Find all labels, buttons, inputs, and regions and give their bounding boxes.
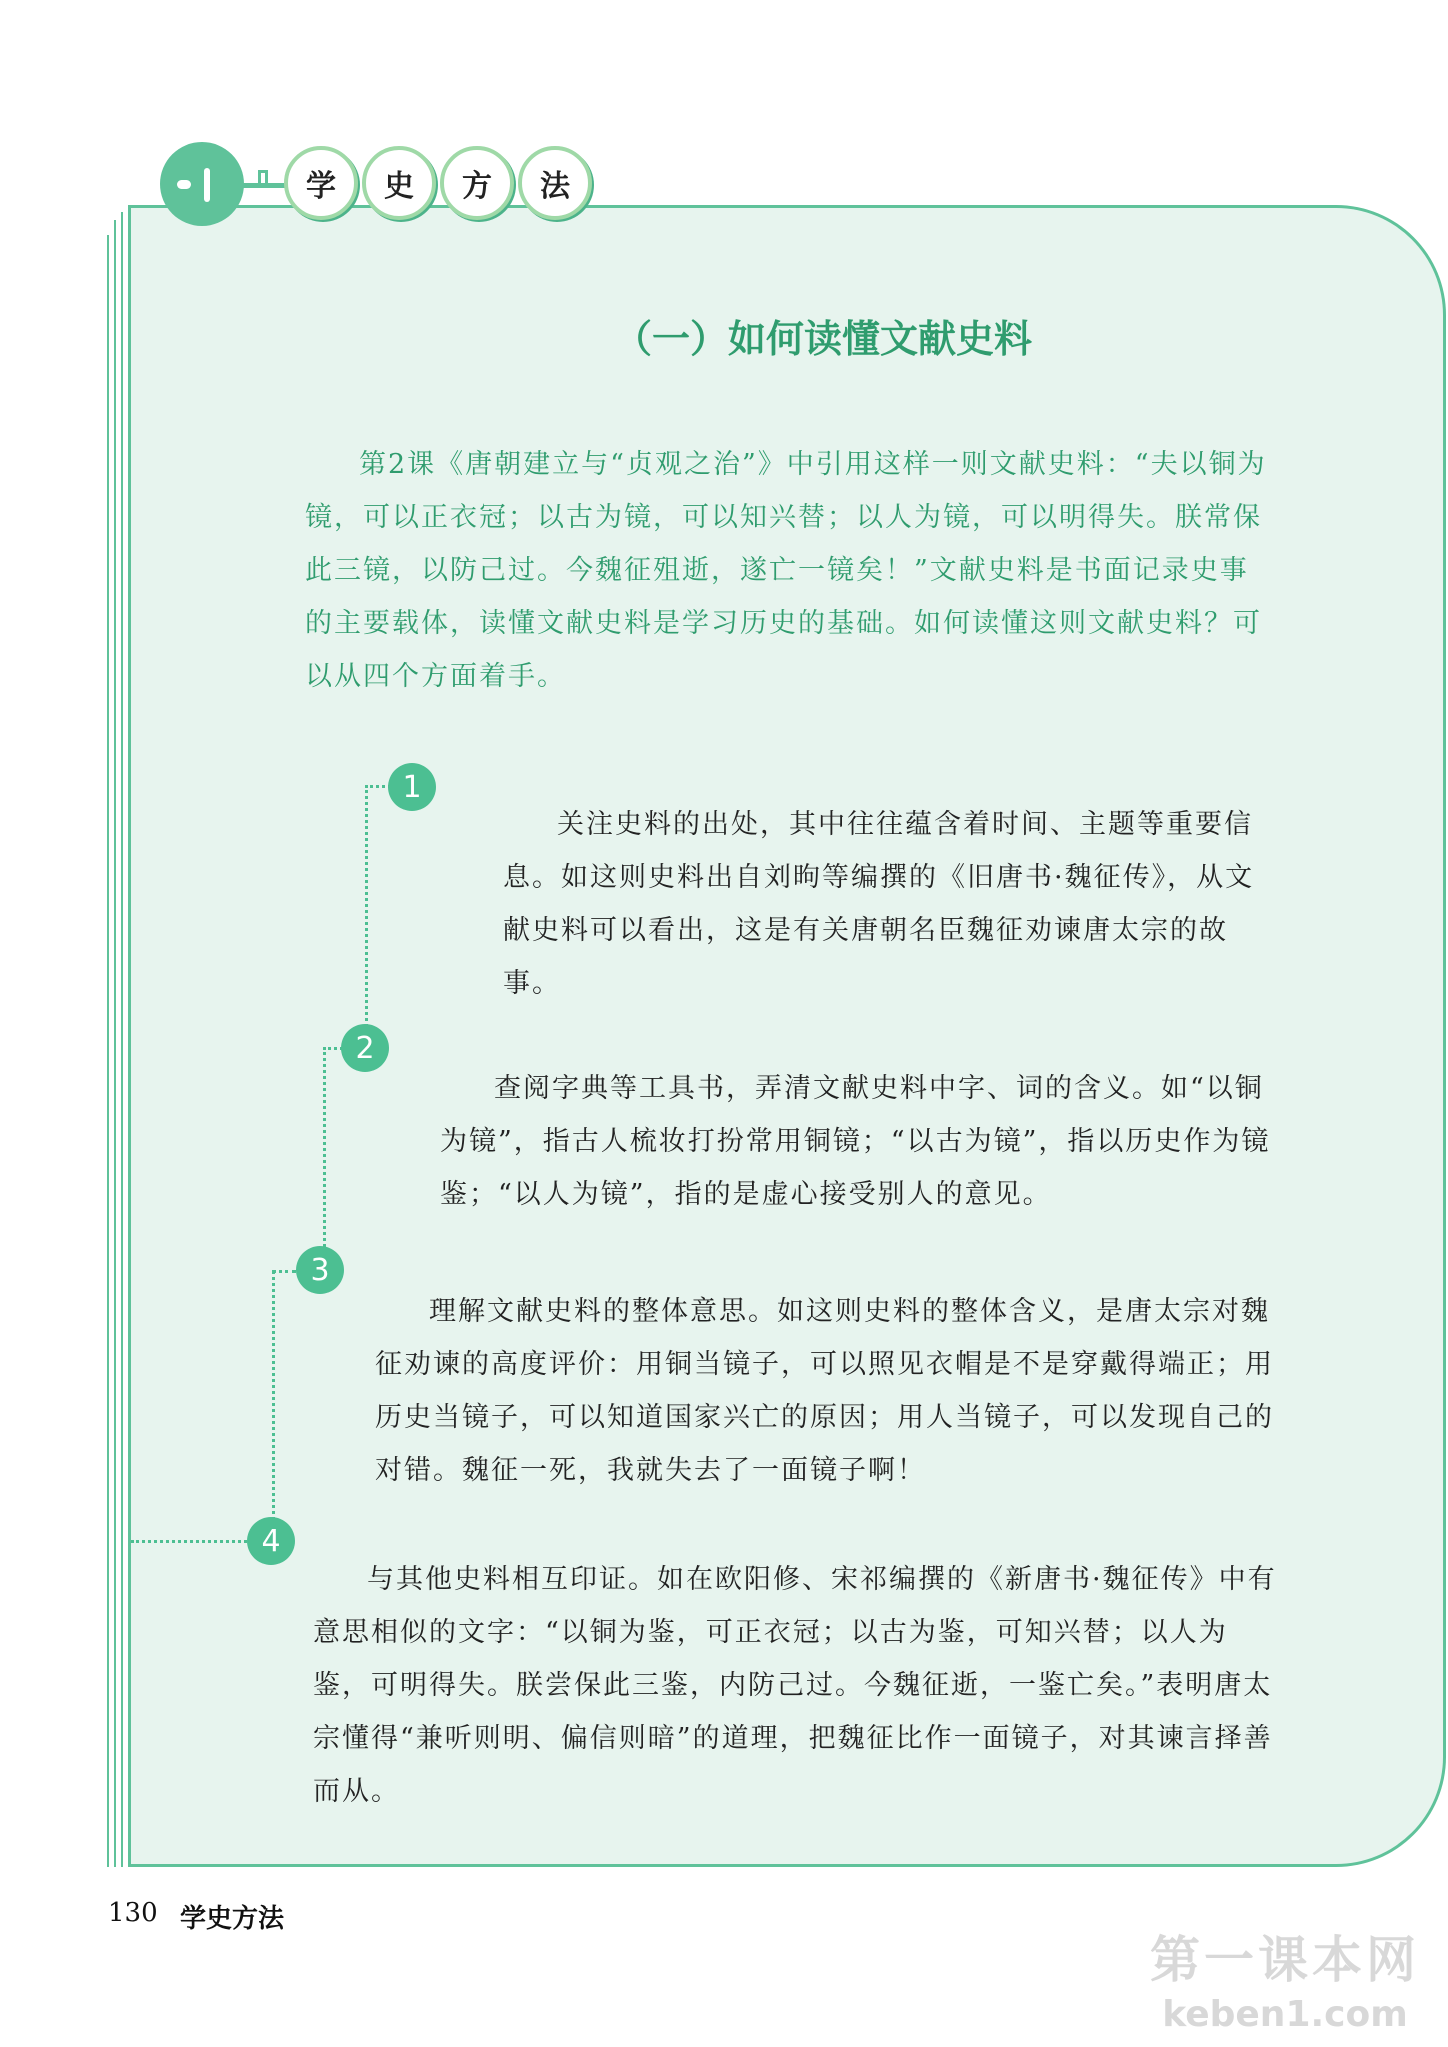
step-marker-4: 4: [247, 1517, 295, 1565]
header-badge-4: 法: [518, 146, 592, 220]
connector-2-h: [323, 1047, 343, 1050]
watermark: [1135, 1920, 1435, 2035]
key-tooth: [258, 170, 268, 184]
connector-3-v: [272, 1270, 275, 1540]
panel-left-edge: [128, 205, 131, 1867]
section-title: （一）如何读懂文献史料: [613, 317, 1032, 361]
watermark-line-2: keben1.com: [1162, 1994, 1408, 2035]
step-marker-3: 3: [296, 1246, 344, 1294]
header-badge-2: 史: [362, 146, 436, 220]
step-marker-1: 1: [388, 763, 436, 811]
connector-4-h: [131, 1540, 247, 1543]
method-paragraph-1: 关注史料的出处，其中往往蕴含着时间、主题等重要信息。如这则史料出自刘昫等编撰的《旧唐书·魏征传》，从文献史料可以看出，这是有关唐朝名臣魏征劝谏唐太宗的故事。: [503, 809, 1255, 999]
method-paragraph-4: 与其他史料相互印证。如在欧阳修、宋祁编撰的《新唐书·魏征传》中有意思相似的文字：“以铜为鉴，可正衣冠；以古为鉴，可知兴替；以人为鉴，可明得失。朕尝保此三鉴，内防己过。今魏征逝，一鉴亡矣。”表明唐太宗懂得“兼听则明、偏信则暗”的道理，把魏征比作一面镜子，对其谏言择善而从。: [313, 1564, 1277, 1807]
key-icon: [160, 142, 244, 226]
page-number: 130: [108, 1898, 158, 1928]
step-marker-2: 2: [341, 1024, 389, 1072]
intro-paragraph: 第2课《唐朝建立与“贞观之治”》中引用这样一则文献史料：“夫以铜为镜，可以正衣冠；以古为镜，可以知兴替；以人为镜，可以明得失。朕常保此三镜，以防己过。今魏征殂逝，遂亡一镜矣！”文献史料是书面记录史事的主要载体，读懂文献史料是学习历史的基础。如何读懂这则文献史料？可以从四个方面着手。: [305, 449, 1267, 692]
frame-line-inner: [121, 212, 123, 1867]
frame-line-outer: [107, 235, 109, 1867]
method-paragraph-3: 理解文献史料的整体意思。如这则史料的整体含义，是唐太宗对魏征劝谏的高度评价：用铜当镜子，可以照见衣帽是不是穿戴得端正；用历史当镜子，可以知道国家兴亡的原因；用人当镜子，可以发现自己的对错。魏征一死，我就失去了一面镜子啊！: [375, 1296, 1274, 1486]
header-badge-1: 学: [284, 146, 358, 220]
header-badge-3: 方: [440, 146, 514, 220]
connector-3-h: [272, 1270, 296, 1273]
watermark-line-1: 第一课本网: [1150, 1931, 1420, 1989]
footer-label: 学史方法: [180, 1904, 285, 1934]
connector-1-v: [365, 785, 368, 1045]
frame-line-middle: [114, 220, 116, 1867]
connector-2-v: [323, 1047, 326, 1270]
method-paragraph-2: 查阅字典等工具书，弄清文献史料中字、词的含义。如“以铜为镜”，指古人梳妆打扮常用铜镜；“以古为镜”，指以历史作为镜鉴；“以人为镜”，指的是虚心接受别人的意见。: [440, 1073, 1271, 1210]
